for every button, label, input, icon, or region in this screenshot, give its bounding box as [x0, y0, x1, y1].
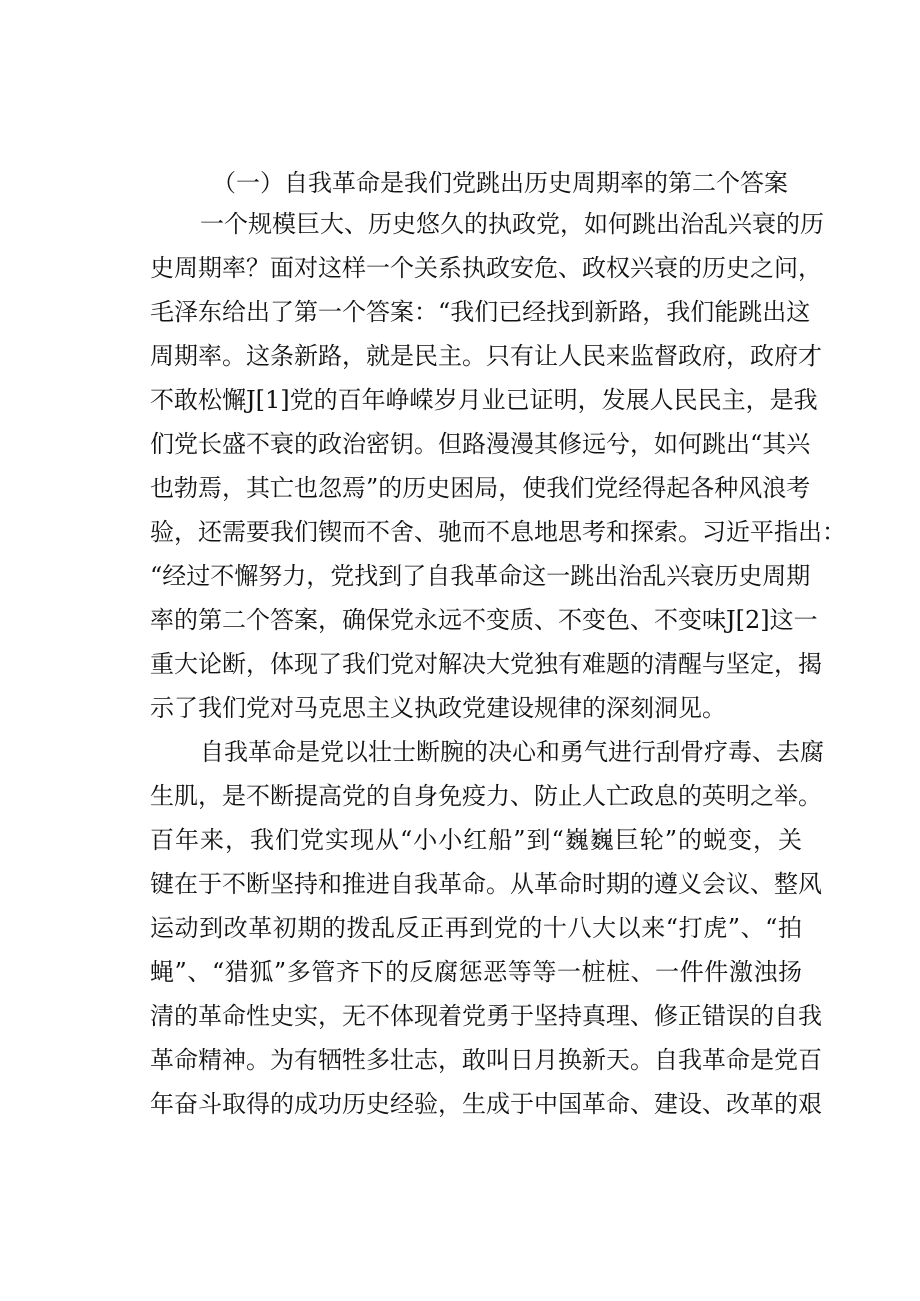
paragraph-line: 毛泽东给出了第一个答案：“我们已经找到新路，我们能跳出这: [150, 298, 811, 326]
paragraph-line: 蝇”、“猎狐”多管齐下的反腐惩恶等等一桩桩、一件件激浊扬: [150, 958, 802, 986]
paragraph-line: 清的革命性史实，无不体现着党勇于坚持真理、修正错误的自我: [150, 1002, 822, 1030]
paragraph-line: 也勃焉，其亡也忽焉”的历史困局，使我们党经得起各种风浪考: [150, 474, 811, 502]
paragraph-line: 们党长盛不衰的政治密钥。但路漫漫其修远兮，如何跳出“其兴: [150, 430, 811, 458]
paragraph-line: 史周期率？面对这样一个关系执政安危、政权兴衰的历史之问，: [150, 254, 822, 282]
paragraph-line: 率的第二个答案，确保党永远不变质、不变色、不变味J[2]这一: [150, 606, 818, 634]
paragraph-line: 百年来，我们党实现从“小小红船”到“巍巍巨轮”的蜕变，关: [150, 826, 802, 854]
paragraph-line: “经过不懈努力，党找到了自我革命这一跳出治乱兴衰历史周期: [150, 562, 811, 590]
paragraph-line: 自我革命是党以壮士断腕的决心和勇气进行刮骨疗毒、去腐: [200, 738, 824, 766]
paragraph-line: 键在于不断坚持和推进自我革命。从革命时期的遵义会议、整风: [150, 870, 822, 898]
paragraph-line: 革命精神。为有牺牲多壮志，敢叫日月换新天。自我革命是党百: [150, 1046, 822, 1074]
paragraph-line: 重大论断，体现了我们党对解决大党独有难题的清醒与坚定，揭: [150, 650, 822, 678]
section-heading: （一）自我革命是我们党跳出历史周期率的第二个答案: [212, 169, 788, 197]
paragraph-line: 年奋斗取得的成功历史经验，生成于中国革命、建设、改革的艰: [150, 1090, 822, 1118]
paragraph-line: 运动到改革初期的拨乱反正再到党的十八大以来“打虎”、“拍: [150, 914, 802, 942]
paragraph-line: 验，还需要我们锲而不舍、驰而不息地思考和探索。习近平指出：: [150, 518, 846, 546]
paragraph-line: 一个规模巨大、历史悠久的执政党，如何跳出治乱兴衰的历: [200, 210, 824, 238]
paragraph-line: 生肌，是不断提高党的自身免疫力、防止人亡政息的英明之举。: [150, 782, 822, 810]
paragraph-line: 不敢松懈J[1]党的百年峥嵘岁月业已证明，发展人民民主，是我: [150, 386, 818, 414]
paragraph-line: 周期率。这条新路，就是民主。只有让人民来监督政府，政府才: [150, 342, 822, 370]
paragraph-line: 示了我们党对马克思主义执政党建设规律的深刻洞见。: [150, 694, 726, 722]
